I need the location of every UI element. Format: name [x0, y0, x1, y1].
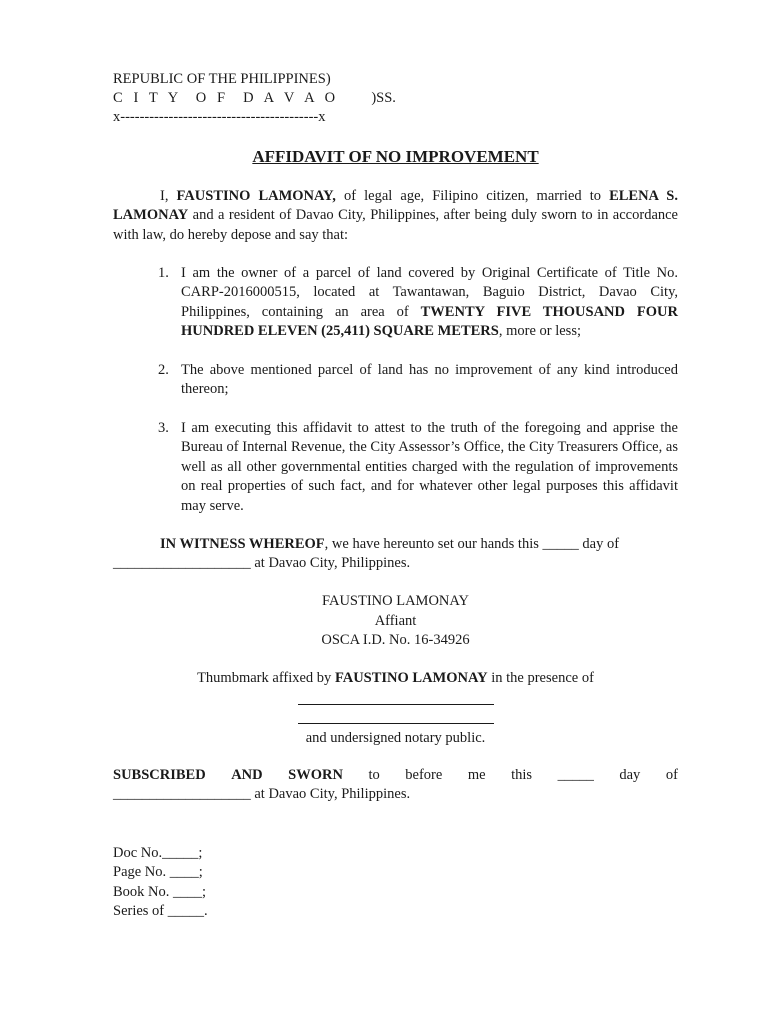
jurat-word: AND [231, 767, 263, 783]
jurat-word: this [511, 767, 533, 783]
jurat-paragraph [113, 766, 678, 805]
witness-text: , we have hereunto set our hands this _____ day of [324, 536, 620, 552]
jurat-word: day [619, 767, 641, 783]
venue-republic: REPUBLIC OF THE PHILIPPINES) [113, 71, 331, 87]
thumbmark-line [113, 669, 678, 688]
spouse-name: ELENA S. LAMONAY [113, 188, 678, 224]
venue-city-name: C I T Y O F D A V A O [113, 90, 339, 106]
venue-block [113, 70, 513, 127]
item-text-part: I am the owner of a parcel of land covered by Original Certificate of Title No. CARP-2016000515, located at Tawantawan, Baguio District, Davao City, Philippines, containing an area of [181, 265, 678, 320]
witness-date-line: ___________________ at Davao City, Philippines. [113, 555, 411, 572]
affiant-name: FAUSTINO LAMONAY, [176, 188, 336, 204]
page-no: Page No. ____; [113, 864, 203, 881]
jurat-word: to [368, 767, 380, 783]
jurat-word: before [405, 767, 443, 783]
intro-text-3: and a resident of Davao City, Philippines, after being duly sworn to in accordance with law, do hereby depose and say that: [113, 207, 678, 243]
venue-city [113, 89, 513, 108]
venue-ss: )SS. [371, 90, 396, 106]
intro-paragraph [113, 187, 678, 245]
venue-divider: x-----------------------------------------x [113, 109, 326, 125]
witness-signature-line [298, 723, 494, 724]
doc-no: Doc No._____; [113, 845, 203, 861]
notary-line: and undersigned notary public. [305, 730, 486, 746]
thumbmark-text-1: Thumbmark affixed by [197, 670, 335, 686]
osca-id: OSCA I.D. No. 16-34926 [321, 632, 470, 648]
witness-bold: IN WITNESS WHEREOF [160, 536, 325, 552]
thumbmark-name: FAUSTINO LAMONAY [334, 670, 488, 686]
item-number: 2. [158, 362, 169, 378]
book-no: Book No. ____; [113, 883, 207, 900]
item-number: 1. [158, 265, 169, 281]
item-text-part: , more or less; [498, 323, 581, 340]
item-text: I am executing this affidavit to attest to the truth of the foregoing and apprise the Bureau of Internal Revenue, the City Assessor’s Office, the City Treasurers Office, as well as all other governmental entities charged with the regulation of improvements on real properties of such fact, and for whatever other legal purposes this affidavit may serve. [181, 420, 678, 514]
item-text: The above mentioned parcel of land has no improvement of any kind introduced thereon; [181, 362, 678, 398]
intro-text-2: of legal age, Filipino citizen, married to [335, 188, 610, 204]
witness-paragraph [113, 535, 678, 574]
jurat-word: SWORN [288, 767, 343, 783]
area-bold: TWENTY FIVE THOUSAND FOUR HUNDRED ELEVEN (25,411) SQUARE METERS [181, 303, 678, 340]
jurat-date-line: ___________________ at Davao City, Philippines. [113, 786, 411, 803]
signatory-name: FAUSTINO LAMONAY [321, 593, 470, 609]
item-text [181, 264, 678, 342]
jurat-word: _____ [557, 767, 594, 783]
jurat-word: me [467, 767, 486, 783]
thumbmark-text-2: in the presence of [487, 670, 594, 686]
jurat-word: SUBSCRIBED [113, 767, 206, 783]
item-number: 3. [158, 420, 169, 436]
series-of: Series of _____. [113, 902, 208, 919]
jurat-word: of [665, 767, 678, 783]
signature-block [113, 592, 678, 651]
document-title: AFFIDAVIT OF NO IMPROVEMENT [252, 147, 539, 166]
signatory-role: Affiant [374, 612, 417, 629]
intro-text-1: I, [160, 188, 177, 204]
jurat-first-line [113, 766, 678, 785]
witness-signature-line [298, 704, 494, 705]
notarial-register [113, 844, 413, 921]
